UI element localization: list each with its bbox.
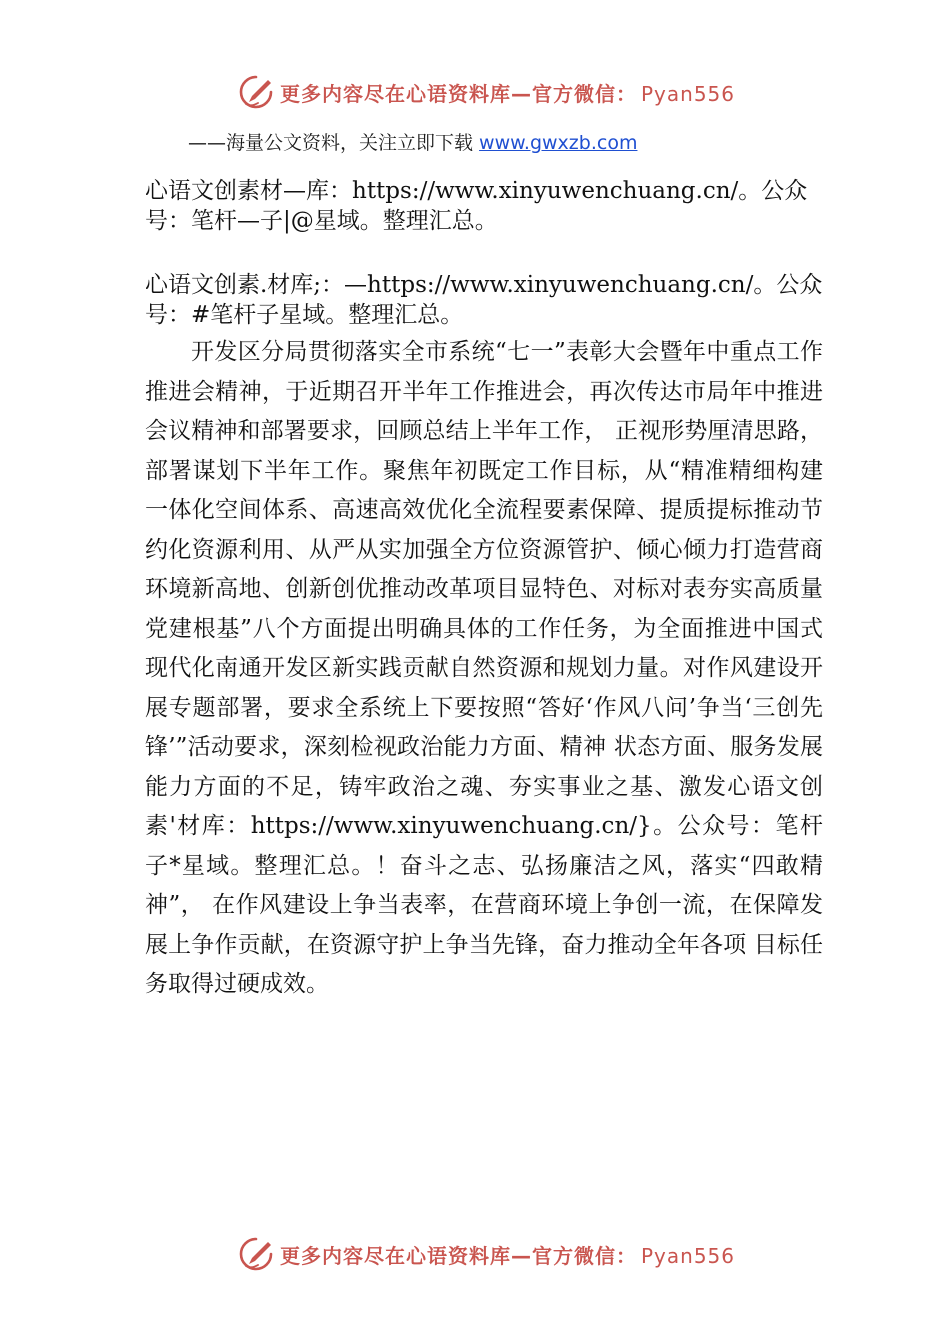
source-note-2: 心语文创素.材库;：—https://www.xinyuwenchuang.cn/。公众号：#笔杆子星域。整理汇总。 xyxy=(145,272,823,328)
subline-prefix: ——海量公文资料，关注立即下载 xyxy=(188,132,480,154)
footer-banner-label: 更多内容尽在心语资料库—官方微信： xyxy=(280,1243,637,1268)
download-subline xyxy=(188,128,637,155)
pen-circle-logo-icon xyxy=(238,1236,274,1272)
source-note-1: 心语文创素材—库：https://www.xinyuwenchuang.cn/。公众号：笔杆—子|@星域。整理汇总。 xyxy=(145,178,808,234)
main-body-paragraph: 开发区分局贯彻落实全市系统“七一”表彰大会暨年中重点工作推进会精神，于近期召开半年工作推进会，再次传达市局年中推进会议精神和部署要求，回顾总结上半年工作， 正视形势厘清思路，部署谋划下半年工作。聚焦年初既定工作目标，从“精准精细构建一体化空间体系、高速高效优化全流程要素保障、提质提标推动节约化资源利用、从严从实加强全方位资源管护、倾心倾力打造营商环境新高地、创新创优推动改革项目显特色、对标对表夯实高质量党建根基”八个方面提出明确具体的工作任务，为全面推进中国式现代化南通开发区新实践贡献自然资源和规划力量。对作风建设开展专题部署，要求全系统上下要按照“答好‘作风八问’争当‘三创先锋’”活动要求，深刻检视政治能力方面、精神 状态方面、服务发展能力方面的不足，铸牢政治之魂、夯实事业之基、激发心语文创素'材库：https://www.xinyuwenchuang.cn/}。公众号：笔杆子*星域。整理汇总。！奋斗之志、弘扬廉洁之风，落实“四敢精神”， 在作风建设上争当表率，在营商环境上争创一流，在保障发 展上争作贡献，在资源守护上争当先锋，奋力推动全年各项 目标任务取得过硬成效。 xyxy=(145,339,823,997)
footer-banner xyxy=(238,1234,735,1274)
footer-banner-text xyxy=(280,1240,735,1269)
footer-wechat-id: Pyan556 xyxy=(641,1243,736,1268)
header-banner-label: 更多内容尽在心语资料库—官方微信： xyxy=(280,81,637,106)
header-banner xyxy=(238,72,735,112)
gwxzb-link[interactable]: www.gwxzb.com xyxy=(479,132,638,154)
pen-circle-logo-icon xyxy=(238,74,274,110)
header-banner-text xyxy=(280,78,735,107)
header-wechat-id: Pyan556 xyxy=(641,81,736,106)
